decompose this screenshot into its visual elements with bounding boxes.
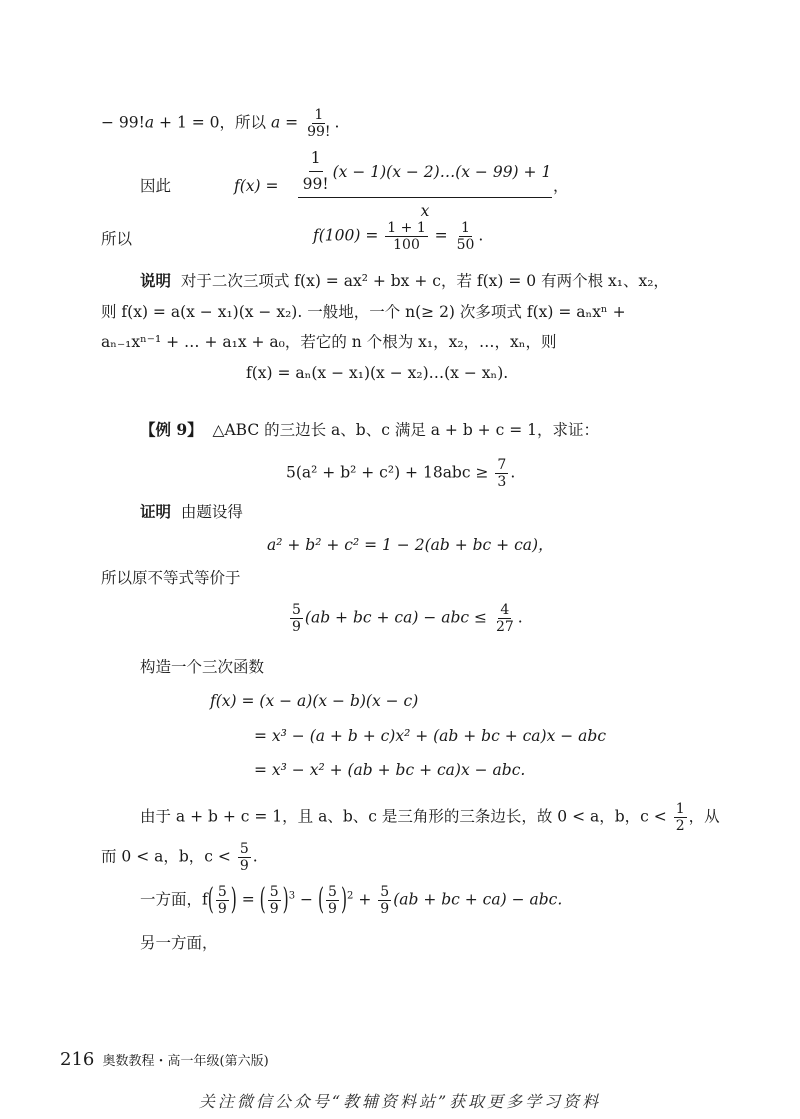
numerator: 5: [328, 884, 337, 900]
cubic-line-2: = x³ − (a + b + c)x² + (ab + bc + ca)x − abc: [254, 727, 607, 745]
fraction: [674, 801, 687, 834]
text: (ab + bc + ca) − abc ≤: [304, 608, 487, 627]
denominator: 2: [675, 818, 685, 835]
text: 一方面，f: [140, 890, 208, 909]
exponent: 2: [347, 890, 354, 902]
proof-eq-1: a² + b² + c² = 1 − 2(ab + bc + ca)，: [267, 536, 554, 554]
proof-line-4: [140, 801, 720, 834]
cubic-line-3: = x³ − x² + (ab + bc + ca)x − abc.: [254, 761, 526, 779]
fraction: [455, 220, 477, 253]
denominator: 27: [495, 619, 514, 636]
text: (x − 1)(x − 2)…(x − 99) + 1: [332, 162, 552, 181]
numerator: 5: [380, 884, 390, 900]
numerator: 1: [309, 150, 323, 172]
numerator: 5: [217, 884, 227, 900]
page-number: 216: [60, 1049, 95, 1070]
numerator: 1: [461, 220, 470, 236]
page-footer: [60, 1049, 269, 1070]
text: =: [280, 113, 304, 132]
text: 由题设得: [180, 503, 243, 521]
text: .: [252, 847, 258, 866]
text: .: [510, 463, 516, 482]
fraction: [290, 602, 303, 635]
text: − 99!: [101, 113, 145, 132]
text: .: [517, 608, 523, 627]
big-numerator: [299, 150, 552, 197]
fraction: [305, 107, 332, 140]
denominator: 9: [239, 858, 249, 875]
numerator: 1: [675, 801, 685, 817]
numerator: 5: [239, 841, 249, 857]
line-2-lhs: f(x) =: [234, 177, 279, 195]
proof-heading: 证明: [140, 502, 172, 521]
denominator: 9: [380, 901, 390, 918]
fraction: [495, 457, 508, 490]
fraction: [385, 220, 427, 253]
fraction: [216, 884, 229, 917]
numerator: 5: [269, 884, 279, 900]
fraction: [494, 602, 516, 635]
text: 对于二次三项式 f(x) = ax² + bx + c，若 f(x) = 0 有两个根 x₁、x₂，: [180, 272, 669, 290]
big-denominator: x: [420, 201, 430, 220]
denominator: 9: [269, 901, 279, 918]
book-title: 奥数教程・高一年级(第六版): [102, 1054, 269, 1069]
proof-ineq: [288, 602, 523, 635]
text: 5(a² + b² + c²) + 18abc ≥: [286, 463, 489, 482]
proof-line-2: 所以原不等式等价于: [101, 569, 241, 587]
line-1: [101, 107, 339, 140]
paren: (: [317, 882, 325, 917]
text: .: [334, 113, 340, 132]
denominator: 9: [217, 901, 227, 918]
text: 而 0 < a，b，c <: [101, 847, 231, 866]
denominator: 99!: [307, 124, 331, 141]
paren: (: [207, 882, 214, 917]
fraction: [326, 884, 339, 917]
text: + 1 = 0，所以: [154, 113, 271, 132]
example-inequality: [286, 457, 515, 490]
text: .: [478, 226, 484, 245]
fraction: [301, 150, 331, 194]
line-3-expr: [313, 220, 483, 253]
proof-line-1: [140, 503, 243, 522]
big-fraction: [298, 150, 552, 220]
denominator: 3: [497, 474, 507, 491]
watermark: 关注微信公众号“教辅资料站”获取更多学习资料: [198, 1092, 602, 1111]
proof-line-3: 构造一个三次函数: [140, 658, 265, 676]
numerator: 5: [292, 602, 301, 618]
paren: ): [340, 882, 348, 917]
paren: ): [282, 882, 289, 917]
var: a: [144, 113, 155, 132]
note-heading: 说明: [140, 271, 172, 290]
line-3-label: 所以: [101, 230, 133, 248]
denominator: 50: [456, 237, 475, 254]
paren: (: [259, 882, 266, 917]
note-line-2: 则 f(x) = a(x − x₁)(x − x₂). 一般地，一个 n(≥ 2) 次多项式 f(x) = aₙxⁿ +: [101, 303, 626, 321]
denominator: 9: [292, 619, 301, 636]
text: =: [429, 226, 453, 245]
numerator: 4: [500, 602, 510, 618]
text: −: [300, 890, 314, 909]
denominator: 99!: [302, 174, 329, 193]
paren: ): [230, 882, 237, 917]
text: f(100) =: [313, 226, 379, 245]
fraction: [238, 841, 251, 874]
proof-line-6: [140, 884, 562, 917]
proof-line-7: 另一方面，: [140, 934, 218, 952]
note-line-1: [140, 272, 669, 291]
note-line-3: aₙ₋₁xⁿ⁻¹ + … + a₁x + a₀，若它的 n 个根为 x₁，x₂，…，xₙ，则: [101, 333, 557, 351]
text: △ABC 的三边长 a、b、c 满足 a + b + c = 1，求证：: [212, 421, 599, 439]
example-heading: 【例 9】: [140, 420, 203, 439]
text: 由于 a + b + c = 1，且 a、b、c 是三角形的三条边长，故 0 < a，b，c <: [140, 807, 667, 826]
numerator: 1: [314, 107, 324, 123]
example-line: [140, 421, 599, 440]
text: =: [241, 890, 255, 909]
text: +: [358, 890, 372, 909]
denominator: 9: [328, 901, 337, 918]
numerator: 7: [497, 457, 507, 473]
line-2-label: 因此: [140, 177, 172, 195]
note-line-4: f(x) = aₙ(x − x₁)(x − x₂)…(x − xₙ).: [246, 364, 509, 382]
fraction: [268, 884, 281, 917]
text: (ab + bc + ca) − abc.: [393, 890, 563, 909]
text: ，从: [688, 807, 720, 826]
exponent: 3: [288, 890, 296, 902]
fraction: [378, 884, 391, 917]
line-2-end: ，: [553, 177, 569, 195]
cubic-line-1: f(x) = (x − a)(x − b)(x − c): [210, 692, 419, 710]
numerator: 1 + 1: [387, 220, 426, 236]
denominator: 100: [393, 237, 420, 254]
proof-line-5: [101, 841, 258, 874]
var: a: [270, 113, 281, 132]
